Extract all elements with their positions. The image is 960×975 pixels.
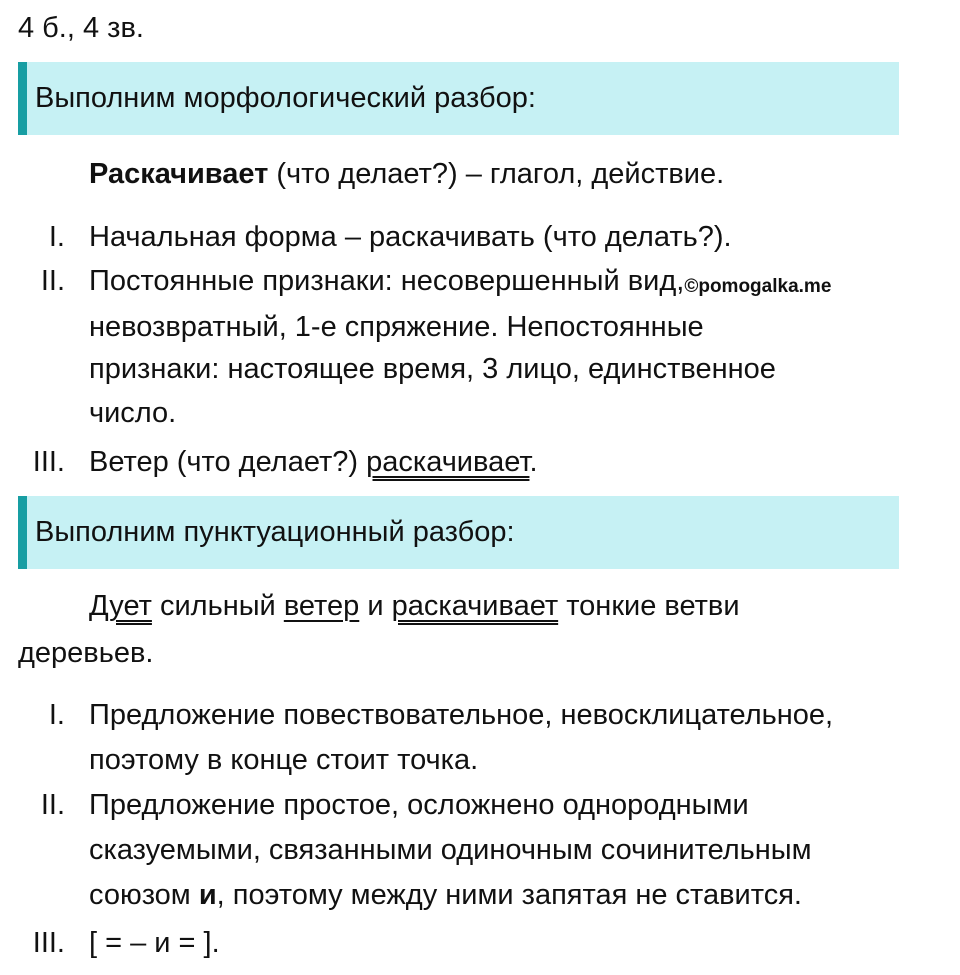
morph-item-3-pre: Ветер (что делает?) xyxy=(89,446,367,478)
punct-item-3-scheme: [ = – и = ]. xyxy=(89,927,220,959)
morph-item-2-line-1-text: Постоянные признаки: несовершенный вид, xyxy=(89,265,685,297)
punct-item-1-num: I. xyxy=(48,699,65,731)
task-header: 4 б., 4 зв. xyxy=(18,12,144,44)
morph-item-2-line-2: невозвратный, 1-е спряжение. Непостоянные xyxy=(89,311,704,343)
morph-item-3-num: III. xyxy=(32,446,65,478)
punct-item-2-last-pre: союзом xyxy=(89,879,199,911)
punct-item-2-last-post: , поэтому между ними запятая не ставится. xyxy=(216,879,802,911)
punct-item-1-line-2: поэтому в конце стоит точка. xyxy=(89,744,479,776)
morph-section-title: Выполним морфологический разбор: xyxy=(35,82,536,114)
morph-item-2-line-3: признаки: настоящее время, 3 лицо, единственное xyxy=(89,353,776,385)
sentence-predicate-2: раскачивает xyxy=(391,590,559,622)
watermark: ©pomogalka.me xyxy=(684,276,832,297)
sentence-text-3: тонкие ветви xyxy=(558,590,740,622)
morph-section-banner xyxy=(18,62,899,135)
morph-item-3-text xyxy=(89,441,538,483)
punct-item-2-line-1: Предложение простое, осложнено однородными xyxy=(89,789,749,821)
morph-item-3-predicate: раскачивает xyxy=(366,446,530,478)
punct-item-3-num: III. xyxy=(32,927,65,959)
sentence-subject: ветер xyxy=(283,590,360,622)
punct-section-title: Выполним пунктуационный разбор: xyxy=(35,516,515,548)
punct-sentence-line-1 xyxy=(89,585,740,627)
punct-sentence-line-2: деревьев. xyxy=(18,637,154,669)
punct-item-2-line-2: сказуемыми, связанными одиночным сочинительным xyxy=(89,834,812,866)
conjunction-bold: и xyxy=(198,879,217,911)
morph-definition xyxy=(89,153,724,195)
morph-word: Раскачивает xyxy=(89,158,269,190)
morph-item-1-text: Начальная форма – раскачивать (что делать?). xyxy=(89,221,732,253)
sentence-text-2: и xyxy=(359,590,392,622)
morph-item-1-num: I. xyxy=(48,221,65,253)
morph-item-2-line-1 xyxy=(89,260,831,306)
punct-section-banner xyxy=(18,496,899,569)
punct-item-2-line-3 xyxy=(89,874,802,916)
sentence-text-1: сильный xyxy=(151,590,284,622)
punct-item-2-num: II. xyxy=(40,789,65,821)
sentence-predicate-1: Дует xyxy=(89,590,152,622)
punct-item-1-line-1: Предложение повествовательное, невосклицательное, xyxy=(89,699,834,731)
morph-word-rest: (что делает?) – глагол, действие. xyxy=(268,158,725,190)
morph-item-3-post: . xyxy=(529,446,538,478)
morph-item-2-line-4: число. xyxy=(89,397,177,429)
morph-item-2-num: II. xyxy=(40,265,65,297)
